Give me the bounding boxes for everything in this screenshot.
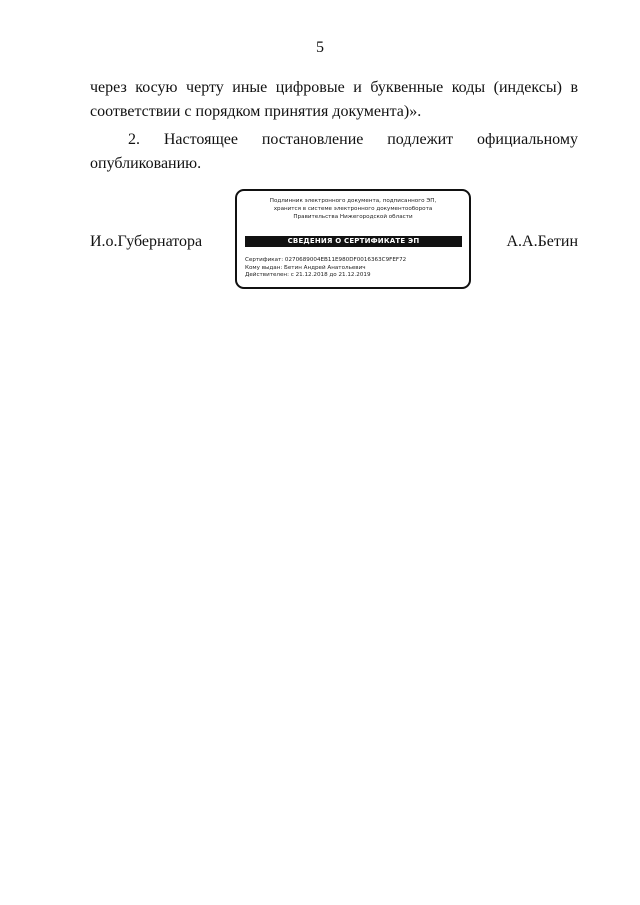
signer-name: А.А.Бетин — [506, 233, 578, 250]
stamp-header-line: хранится в системе электронного документооборота — [273, 206, 433, 212]
paragraph-1-line-1: через косую черту иные цифровые и буквенные коды (индексы) в — [90, 79, 578, 96]
paragraph-2-word: постановление — [261, 131, 364, 148]
stamp-issued-to: Кому выдан: Бетин Андрей Анатольевич — [245, 264, 366, 271]
signer-position: И.о.Губернатора — [90, 233, 203, 250]
paragraph-1 — [90, 76, 578, 124]
paragraph-2-number: 2. — [128, 131, 140, 148]
paragraph-2-line-2: опубликованию. — [90, 155, 202, 172]
stamp-certificate: Сертификат: 0270689004EB11E980DF0016363C9FEF72 — [245, 257, 407, 263]
paragraph-2 — [90, 128, 578, 176]
stamp-header-line: Подлинник электронного документа, подписанного ЭП, — [269, 198, 437, 204]
paragraph-2-word: подлежит — [387, 131, 454, 148]
stamp-details — [245, 257, 406, 280]
page-number: 5 — [316, 39, 324, 56]
stamp-header — [237, 197, 469, 221]
stamp-validity: Действителен: с 21.12.2018 до 21.12.2019 — [245, 272, 371, 278]
stamp-title-bar: СВЕДЕНИЯ О СЕРТИФИКАТЕ ЭП — [245, 236, 462, 247]
paragraph-2-line-1 — [90, 128, 578, 152]
paragraph-2-word: Настоящее — [163, 131, 238, 148]
paragraph-2-word: официальному — [477, 131, 578, 148]
paragraph-1-line-2: соответствии с порядком принятия документа)». — [90, 103, 422, 120]
electronic-signature-stamp — [235, 189, 471, 289]
stamp-header-line: Правительства Нижегородской области — [293, 214, 413, 220]
